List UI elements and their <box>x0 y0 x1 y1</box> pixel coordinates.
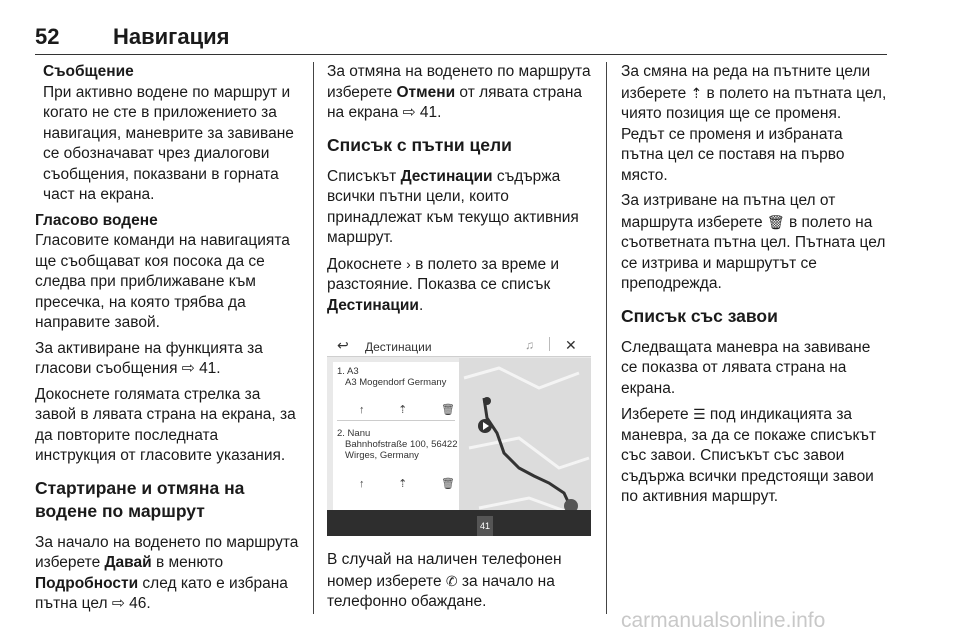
messages-text: При активно водене по маршрут и когато не сте в приложението за навигация, маневрите за завиване се обозначават чрез диалогови съобщения, показвани в горната част на екрана. <box>43 83 294 203</box>
close-icon: ✕ <box>565 337 577 353</box>
destination-actions <box>359 400 455 421</box>
list-icon: ☰ <box>692 406 706 422</box>
list-divider <box>337 420 455 421</box>
trash-icon: 🗑 <box>441 404 455 416</box>
arrow-up-icon: ↑ <box>359 404 365 416</box>
phone-icon: ✆ <box>445 572 458 589</box>
voice-paragraph: Докоснете голямата стрелка за завой в лявата страна на екрана, за да повторите последната инструкция от гласовите указания. <box>35 385 296 464</box>
screenshot-toolbar <box>327 332 591 357</box>
screenshot-footer <box>327 510 591 536</box>
arrow-up-icon: ↑ <box>359 478 365 490</box>
turns-paragraph: Следващата маневра на завиване се показва от лявата страна на екрана. <box>621 338 871 397</box>
start-heading: Стартиране и отмяна на водене по маршрут <box>35 477 245 521</box>
chevron-right-icon: › <box>406 255 411 272</box>
voice-paragraph: Гласовите команди на навигацията ще съобщават коя посока да се следва при приближаване към пресечка, на която трябва да направите завой. <box>35 232 290 331</box>
tap-paragraph: Докоснете › в полето за време и разстояние. Показва се списък Дестинации. <box>327 255 560 314</box>
messages-heading: Съобщение <box>43 63 134 80</box>
destination-list <box>333 362 459 532</box>
page-title: Навигация <box>113 24 230 49</box>
waypoint-marker <box>483 397 491 405</box>
messages-section <box>35 62 301 206</box>
destination-item: 1. A3 A3 Mogendorf Germany <box>337 366 447 388</box>
move-to-top-icon: ⇡ <box>690 84 703 101</box>
screenshot-title: Дестинации <box>365 340 432 354</box>
waypoints-paragraph: Списъкът Дестинации съдържа всички пътни цели, които принадлежат към текущо активния маршрут. <box>327 167 579 246</box>
move-to-top-icon: ⇡ <box>398 404 408 416</box>
trash-icon: 🗑 <box>766 213 785 230</box>
voice-paragraph: За активиране на функцията за гласови съобщения ⇨ 41. <box>35 339 263 377</box>
watermark: carmanualsonline.info <box>621 609 826 632</box>
delete-paragraph: За изтриване на пътна цел от маршрута изберете 🗑 в полето на съответната пътна цел. Пътната цел се изтрива и маршрутът се преподрежда. <box>621 192 886 292</box>
toolbar-separator <box>549 337 550 351</box>
destinations-screenshot <box>327 332 591 536</box>
waypoints-heading: Списък с пътни цели <box>327 134 512 155</box>
header-divider <box>35 54 887 55</box>
reorder-paragraph: За смяна на реда на пътните цели изберете ⇡ в полето на пътната цел, чиято позиция ще се променя. Редът се променя и избраната пътна цел се поставя на първо място. <box>621 63 887 184</box>
trash-icon: 🗑 <box>441 478 455 490</box>
column-1 <box>35 62 301 620</box>
phone-paragraph: В случай на наличен телефонен номер изберете ✆ за начало на телефонно обаждане. <box>327 551 562 610</box>
map-badge: 41 <box>477 516 493 536</box>
page-header <box>35 24 887 54</box>
column-2 <box>327 62 593 618</box>
start-paragraph: За начало на воденето по маршрута изберете Давай в менюто Подробности след като е избрана пътна цел ⇨ 46. <box>35 533 299 612</box>
destination-item: 2. Nanu Bahnhofstraße 100, 56422 Wirges, Germany <box>337 428 458 461</box>
cancel-paragraph: За отмяна на воденето по маршрута изберете Отмени от лявата страна на екрана ⇨ 41. <box>327 63 591 121</box>
column-divider <box>606 62 607 614</box>
back-icon: ↩ <box>337 337 349 353</box>
column-divider <box>313 62 314 614</box>
move-to-top-icon: ⇡ <box>398 478 408 490</box>
turns-heading: Списък със завои <box>621 305 778 326</box>
destination-actions <box>359 474 455 495</box>
voice-heading: Гласово водене <box>35 211 158 229</box>
music-icon: ♫ <box>525 338 534 352</box>
column-3 <box>621 62 887 513</box>
route-line <box>484 398 571 508</box>
turns-paragraph: Изберете ☰ под индикацията за маневра, за да се покаже списъкът със завои. Списъкът със завои съдържа всички предстоящи завои по активния маршрут. <box>621 406 877 505</box>
page-number: 52 <box>35 24 60 49</box>
